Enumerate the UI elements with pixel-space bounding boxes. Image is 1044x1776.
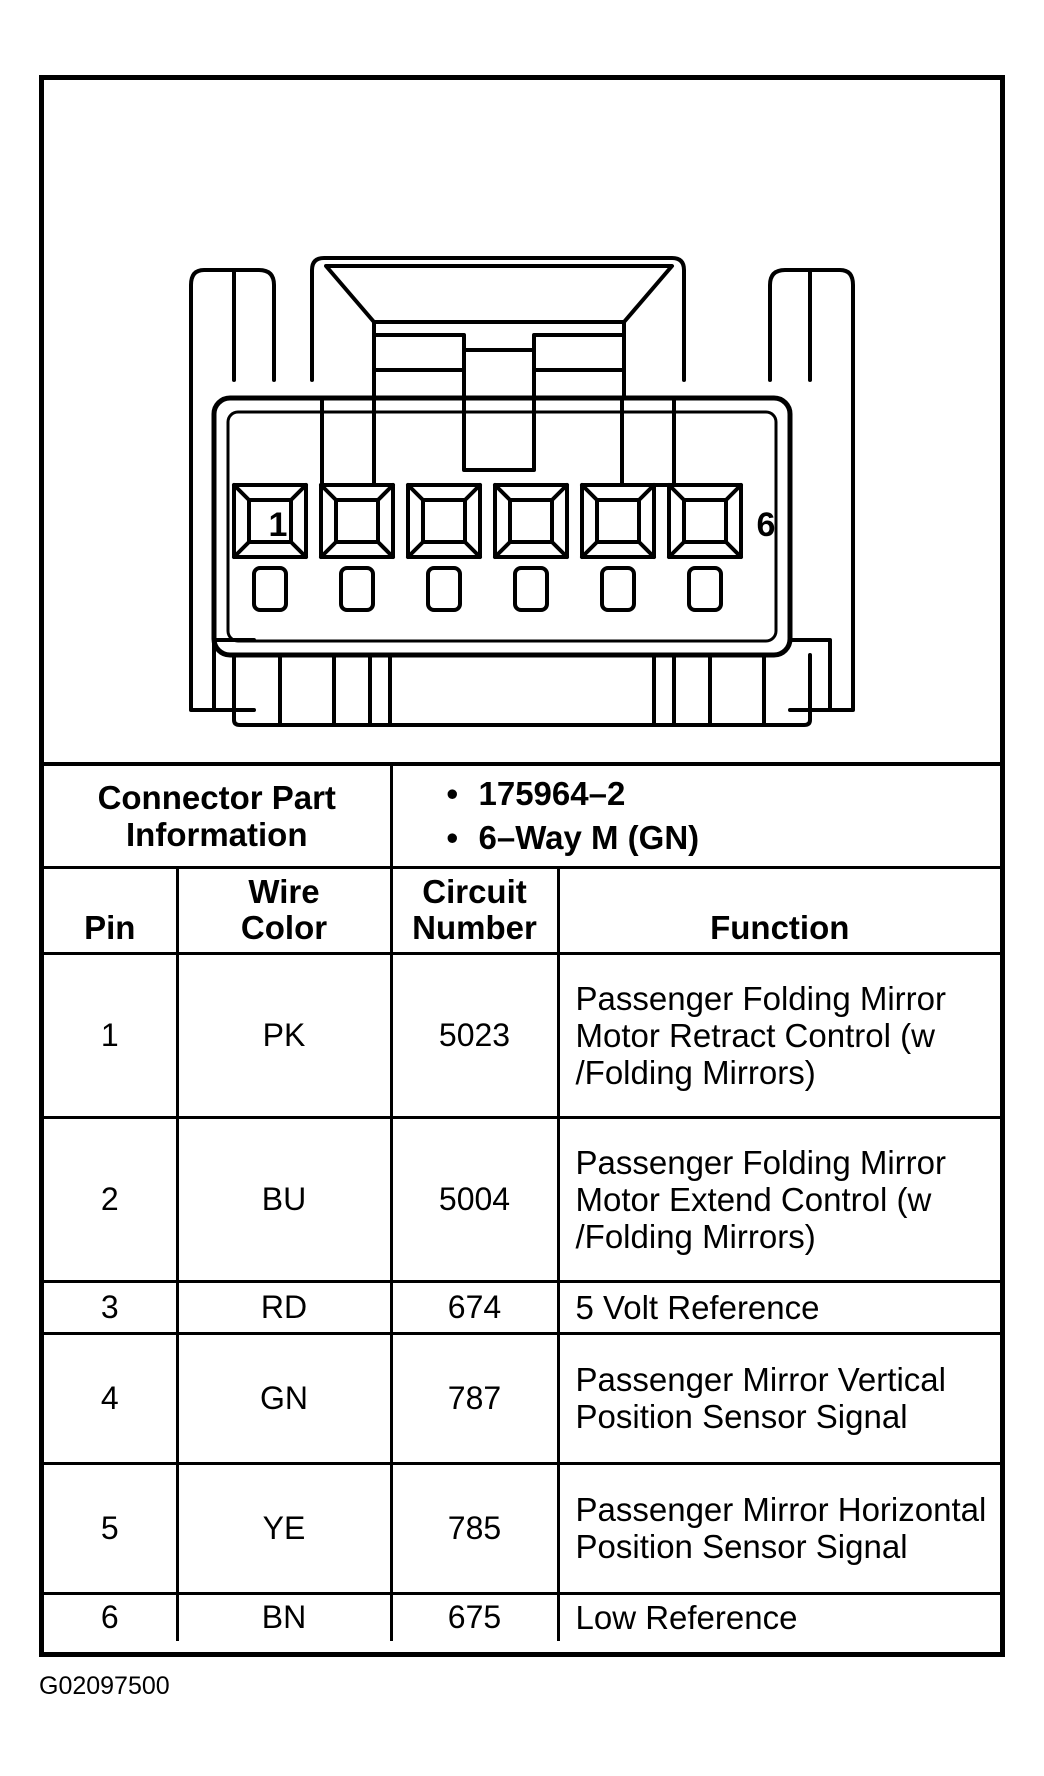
diagram-frame [39,75,1005,1657]
table-row [44,953,1000,1117]
function-cell: Passenger Folding Mirror Motor Extend Control (w /Folding Mirrors) [558,1117,1000,1281]
pin-cavity-6 [669,485,741,557]
circuit-cell: 785 [391,1463,558,1593]
pin-cavities [234,485,741,557]
latch-window-2 [341,568,373,610]
pin-1-label: 1 [268,506,288,544]
function-cell: Passenger Folding Mirror Motor Retract Control (w /Folding Mirrors) [558,953,1000,1117]
pin-cell: 1 [44,953,177,1117]
connector-housing [214,398,790,655]
pin-cavity-3 [408,485,480,557]
circuit-cell: 675 [391,1593,558,1641]
latch-window-4 [515,568,547,610]
pin-latch-windows [254,568,721,610]
wire-color-cell: BN [177,1593,391,1641]
wire-color-cell: BU [177,1117,391,1281]
connector-face-diagram [44,80,1000,762]
latch-window-3 [428,568,460,610]
part-number: • 175964–2 [447,772,1001,816]
wire-color-cell: GN [177,1333,391,1463]
pin-cell: 5 [44,1463,177,1593]
function-header: Function [558,867,1000,953]
latch-window-5 [602,568,634,610]
pin-header: Pin [44,867,177,953]
function-cell: 5 Volt Reference [558,1281,1000,1333]
circuit-number-header: Circuit Number [391,867,558,953]
function-cell: Passenger Mirror Horizontal Position Sensor Signal [558,1463,1000,1593]
table-row [44,1463,1000,1593]
pin-cell: 2 [44,1117,177,1281]
wire-color-cell: YE [177,1463,391,1593]
table-row [44,1333,1000,1463]
pin-6-label: 6 [756,506,776,544]
pin-cell: 3 [44,1281,177,1333]
latch-window-6 [689,568,721,610]
circuit-cell: 787 [391,1333,558,1463]
part-info-list [391,764,1000,867]
function-cell: Low Reference [558,1593,1000,1641]
latch-window-1 [254,568,286,610]
figure-id: G02097500 [39,1672,170,1700]
pin-cavity-2 [321,485,393,557]
wire-color-cell: PK [177,953,391,1117]
circuit-cell: 5023 [391,953,558,1117]
table-row [44,1117,1000,1281]
wire-color-cell: RD [177,1281,391,1333]
header-row [44,867,1000,953]
pin-cell: 4 [44,1333,177,1463]
table-row [44,1281,1000,1333]
bottom-skirt [234,655,810,725]
connector-pinout-table [44,762,1000,1641]
function-cell: Passenger Mirror Vertical Position Sensor Signal [558,1333,1000,1463]
right-latch [770,270,853,710]
circuit-cell: 674 [391,1281,558,1333]
part-info-label: Connector Part Information [44,764,391,867]
circuit-cell: 5004 [391,1117,558,1281]
connector-type: • 6–Way M (GN) [447,816,1001,860]
part-info-row [44,764,1000,867]
table-row [44,1593,1000,1641]
pin-cell: 6 [44,1593,177,1641]
wire-color-header: Wire Color [177,867,391,953]
pin-cavity-5 [582,485,654,557]
top-hood [312,258,684,485]
pin-cavity-4 [495,485,567,557]
